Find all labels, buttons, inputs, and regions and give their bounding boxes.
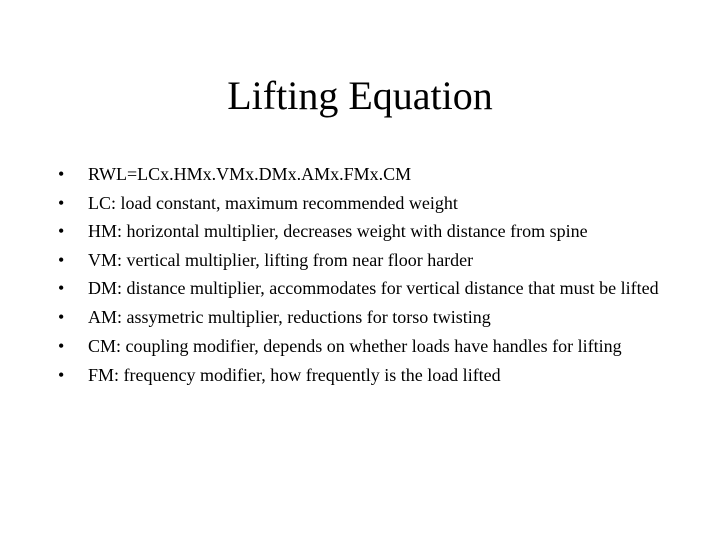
list-item [58, 217, 668, 246]
bullet-text: DM: distance multiplier, accommodates for vertical distance that must be lifted [88, 278, 659, 298]
bullet-icon: • [58, 164, 65, 184]
bullet-text: LC: load constant, maximum recommended weight [88, 192, 458, 213]
list-item [58, 303, 668, 332]
list-item [58, 160, 668, 189]
bullet-icon: • [58, 221, 65, 241]
list-item [58, 332, 668, 361]
bullet-text: FM: frequency modifier, how frequently is the load lifted [88, 364, 501, 385]
bullet-text: HM: horizontal multiplier, decreases weight with distance from spine [88, 221, 588, 241]
bullet-icon: • [58, 335, 65, 356]
bullet-text: RWL=LCx.HMx.VMx.DMx.AMx.FMx.CM [88, 164, 412, 184]
bullet-icon: • [58, 278, 65, 298]
bullet-icon: • [58, 249, 65, 270]
bullet-icon: • [58, 307, 65, 327]
list-item [58, 361, 668, 390]
bullet-list [58, 160, 668, 389]
slide-title: Lifting Equation [227, 73, 493, 118]
bullet-icon: • [58, 364, 65, 385]
list-item [58, 246, 668, 275]
list-item [58, 189, 668, 218]
bullet-icon: • [58, 192, 65, 213]
bullet-text: VM: vertical multiplier, lifting from near floor harder [88, 249, 474, 270]
bullet-text: AM: assymetric multiplier, reductions for torso twisting [88, 307, 491, 327]
bullet-text: CM: coupling modifier, depends on whether loads have handles for lifting [88, 335, 622, 356]
list-item [58, 274, 668, 303]
